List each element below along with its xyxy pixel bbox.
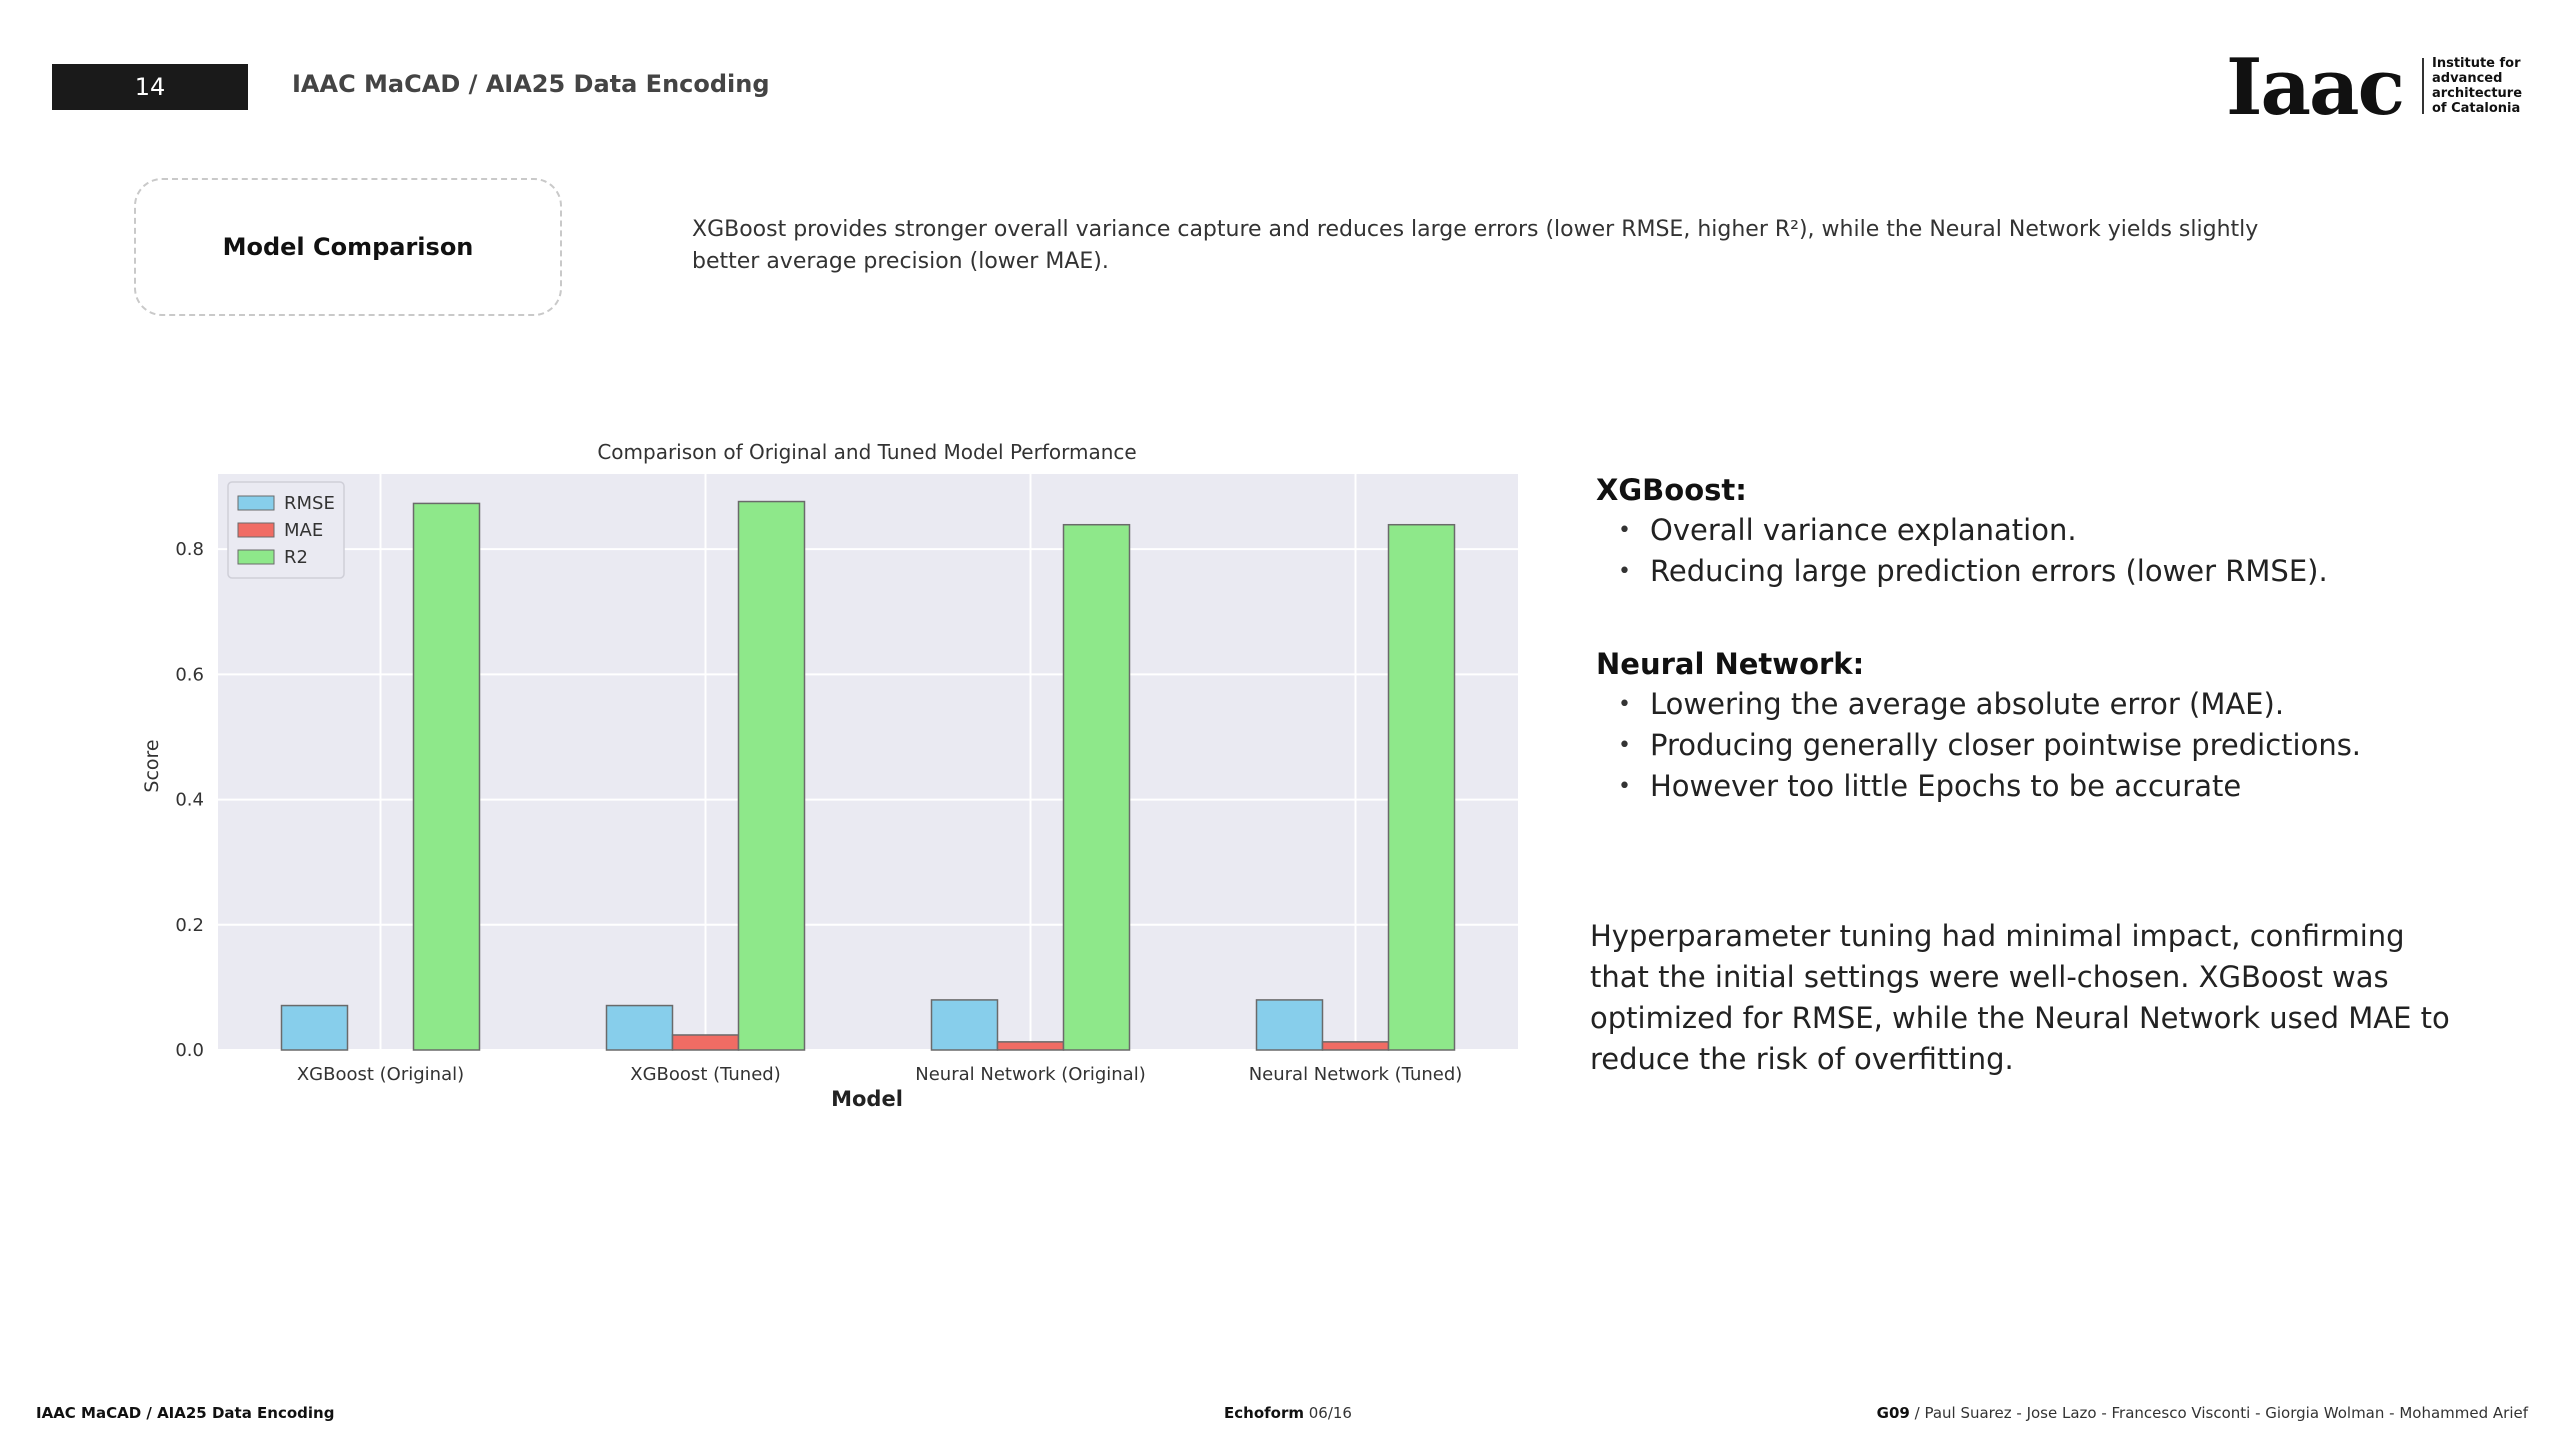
chart-y-axis-label: Score xyxy=(141,739,163,793)
logo-text xyxy=(2432,56,2522,116)
footer-authors xyxy=(1877,1404,2528,1422)
y-tick-label: 0.2 xyxy=(175,914,204,936)
y-tick-label: 0.4 xyxy=(175,789,204,811)
footer-project-name: Echoform xyxy=(1224,1404,1304,1422)
bar-mae xyxy=(673,1035,739,1050)
list-item: • Producing generally closer pointwise predictions. xyxy=(1596,725,2456,766)
legend-label: MAE xyxy=(284,520,324,541)
bar-rmse xyxy=(607,1006,673,1050)
footer-course: IAAC MaCAD / AIA25 Data Encoding xyxy=(36,1404,335,1422)
legend-label: R2 xyxy=(284,547,308,568)
logo-text-line: architecture xyxy=(2432,86,2523,101)
intro-text: XGBoost provides stronger overall variance capture and reduces large errors (lower RMSE, higher R²), while the Neural Network yields slightly better average precision (lower MAE). xyxy=(692,217,2259,274)
bar-rmse xyxy=(1257,1000,1323,1050)
logo-text-line: Institute for xyxy=(2432,56,2521,71)
chart-x-axis-label: Model xyxy=(831,1087,903,1111)
legend-swatch xyxy=(238,496,274,510)
page-number-box xyxy=(52,64,248,110)
legend-label: RMSE xyxy=(284,493,335,514)
footer-group: G09 xyxy=(1876,1404,1910,1422)
bar-r2 xyxy=(414,503,480,1050)
legend-swatch xyxy=(238,550,274,564)
logo-mark: Iaac xyxy=(2226,42,2404,133)
page-number: 14 xyxy=(134,73,166,101)
xgboost-findings xyxy=(1596,470,2456,592)
x-tick-label: XGBoost (Tuned) xyxy=(630,1064,781,1085)
legend-swatch xyxy=(238,523,274,537)
xgboost-heading: XGBoost: xyxy=(1596,473,1747,507)
iaac-logo xyxy=(2226,42,2526,133)
comparison-bar-chart xyxy=(136,430,1536,1130)
chart-title: Comparison of Original and Tuned Model Performance xyxy=(597,440,1137,464)
y-tick-label: 0.0 xyxy=(175,1040,204,1061)
footer-author-list: / Paul Suarez - Jose Lazo - Francesco Visconti - Giorgia Wolman - Mohammed Arief xyxy=(1909,1404,2528,1422)
bar-mae xyxy=(998,1042,1064,1050)
x-tick-label: Neural Network (Original) xyxy=(915,1064,1146,1085)
findings-panel xyxy=(1596,470,2456,859)
logo-text-line: advanced xyxy=(2432,71,2503,86)
section-label-box xyxy=(134,178,562,316)
list-item: • Overall variance explanation. xyxy=(1596,510,2456,551)
xgboost-list xyxy=(1596,510,2456,592)
y-tick-label: 0.6 xyxy=(175,664,204,686)
footer-page: 06/16 xyxy=(1303,1404,1352,1422)
bar-rmse xyxy=(282,1006,348,1050)
logo-divider xyxy=(2422,58,2424,114)
bar-mae xyxy=(1323,1042,1389,1050)
list-item: • However too little Epochs to be accurate xyxy=(1596,766,2456,807)
neural-network-heading: Neural Network: xyxy=(1596,647,1865,681)
bar-r2 xyxy=(1389,525,1455,1050)
list-item: • Lowering the average absolute error (MAE). xyxy=(1596,684,2456,725)
bar-r2 xyxy=(1064,525,1130,1050)
neural-network-list xyxy=(1596,684,2456,807)
y-tick-label: 0.8 xyxy=(175,539,204,561)
x-tick-label: XGBoost (Original) xyxy=(296,1064,465,1085)
logo-text-line: of Catalonia xyxy=(2432,101,2521,116)
bar-rmse xyxy=(932,1000,998,1050)
list-item: • Reducing large prediction errors (lower RMSE). xyxy=(1596,551,2456,592)
conclusion-text: Hyperparameter tuning had minimal impact, confirming that the initial settings were well-chosen. XGBoost was optimized for RMSE, while the Neural Network used MAE to reduce the risk of overfitting. xyxy=(1590,919,2450,1076)
x-tick-label: Neural Network (Tuned) xyxy=(1248,1064,1463,1085)
neural-network-findings xyxy=(1596,644,2456,807)
footer-project xyxy=(1224,1404,1352,1422)
header-title: IAAC MaCAD / AIA25 Data Encoding xyxy=(292,70,770,98)
section-label: Model Comparison xyxy=(222,233,474,261)
bar-r2 xyxy=(739,502,805,1050)
